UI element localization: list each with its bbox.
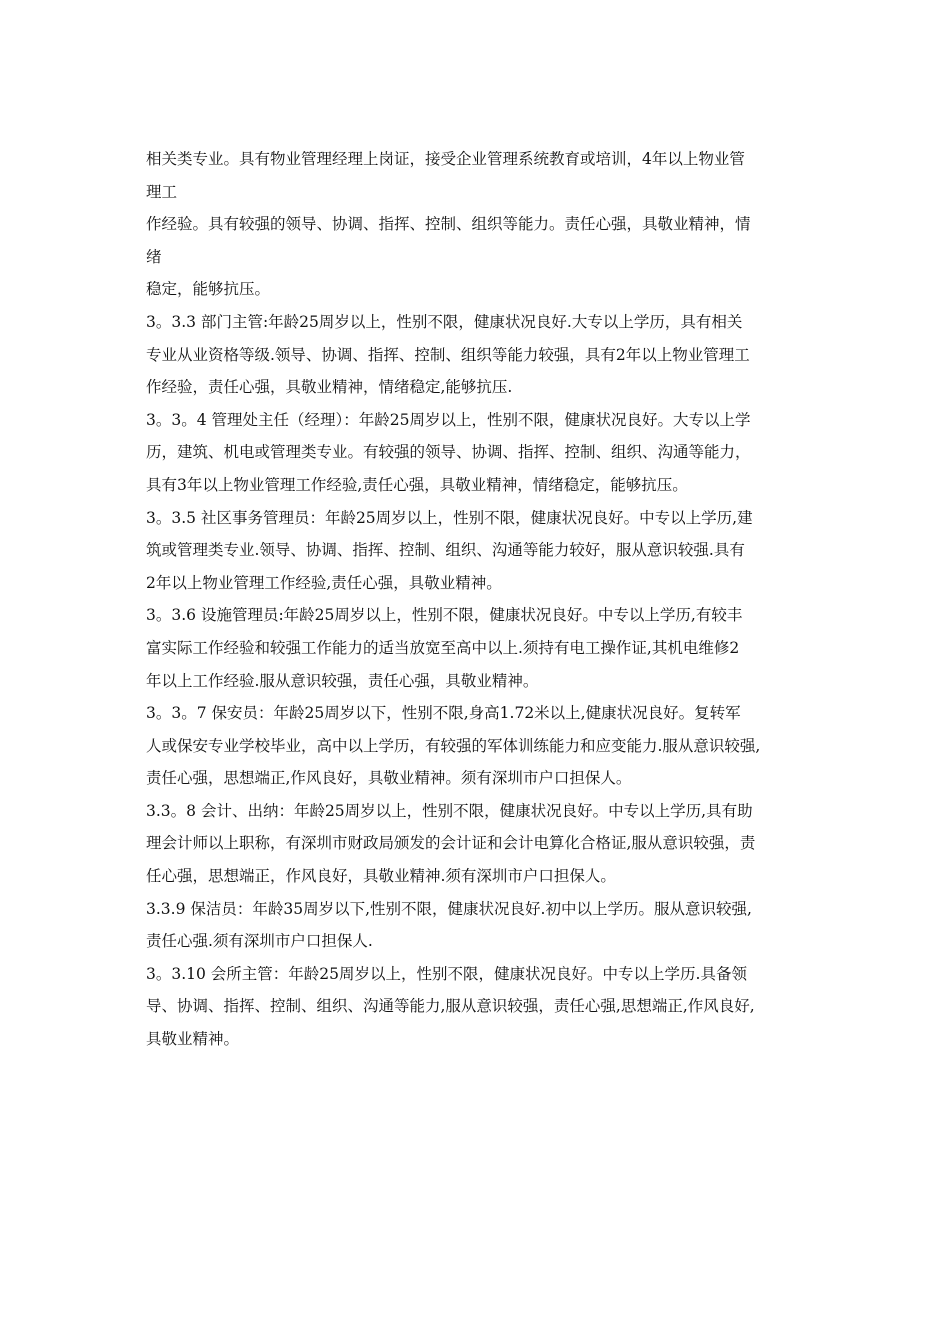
text-line: 作经验，责任心强，具敬业精神，情绪稳定,能够抗压. bbox=[146, 378, 513, 397]
text-line: 理会计师以上职称，有深圳市财政局颁发的会计证和会计电算化合格证,服从意识较强，责 bbox=[146, 834, 756, 853]
text-line: 导、协调、指挥、控制、组织、沟通等能力,服从意识较强，责任心强,思想端正,作风良好, bbox=[146, 997, 755, 1016]
text-line: 专业从业资格等级.领导、协调、指挥、控制、组织等能力较强，具有2年以上物业管理工 bbox=[146, 345, 750, 364]
text-line: 稳定，能够抗压。 bbox=[146, 280, 271, 299]
text-line: 人或保安专业学校毕业，高中以上学历，有较强的军体训练能力和应变能力.服从意识较强, bbox=[146, 736, 761, 755]
text-line: 3。3。7 保安员：年龄25周岁以下，性别不限,身高1.72米以上,健康状况良好。复转军 bbox=[146, 704, 741, 723]
text-line: 3。3.10 会所主管：年龄25周岁以上，性别不限，健康状况良好。中专以上学历.具备领 bbox=[146, 964, 747, 983]
text-line: 3。3.3 部门主管:年龄25周岁以上，性别不限，健康状况良好.大专以上学历，具有相关 bbox=[146, 312, 743, 331]
text-line: 绪 bbox=[146, 247, 162, 266]
text-line: 2年以上物业管理工作经验,责任心强，具敬业精神。 bbox=[146, 573, 502, 592]
text-line: 作经验。具有较强的领导、协调、指挥、控制、组织等能力。责任心强，具敬业精神，情 bbox=[146, 215, 751, 234]
text-line: 筑或管理类专业.领导、协调、指挥、控制、组织、沟通等能力较好，服从意识较强.具有 bbox=[146, 541, 745, 560]
text-line: 具有3年以上物业管理工作经验,责任心强，具敬业精神，情绪稳定，能够抗压。 bbox=[146, 475, 688, 494]
text-line: 理工 bbox=[146, 182, 178, 201]
text-line: 年以上工作经验.服从意识较强，责任心强，具敬业精神。 bbox=[146, 671, 539, 690]
text-line: 富实际工作经验和较强工作能力的适当放宽至高中以上.须持有电工操作证,其机电维修2 bbox=[146, 638, 740, 657]
text-line: 3。3。4 管理处主任（经理）：年龄25周岁以上，性别不限，健康状况良好。大专以上学 bbox=[146, 410, 751, 429]
text-line: 3。3.6 设施管理员:年龄25周岁以上，性别不限，健康状况良好。中专以上学历,有较丰 bbox=[146, 606, 743, 625]
text-line: 3.3.9 保洁员：年龄35周岁以下,性别不限，健康状况良好.初中以上学历。服从意识较强, bbox=[146, 899, 752, 918]
text-line: 任心强，思想端正，作风良好，具敬业精神.须有深圳市户口担保人。 bbox=[146, 867, 616, 886]
text-line: 责任心强，思想端正,作风良好，具敬业精神。须有深圳市户口担保人。 bbox=[146, 769, 632, 788]
text-line: 责任心强.须有深圳市户口担保人. bbox=[146, 932, 373, 951]
document-body bbox=[146, 143, 814, 1056]
text-line: 具敬业精神。 bbox=[146, 1030, 240, 1049]
text-line: 历，建筑、机电或管理类专业。有较强的领导、协调、指挥、控制、组织、沟通等能力， bbox=[146, 443, 751, 462]
text-line: 3.3。8 会计、出纳：年龄25周岁以上，性别不限，健康状况良好。中专以上学历,具有助 bbox=[146, 801, 753, 820]
text-line: 相关类专业。具有物业管理经理上岗证，接受企业管理系统教育或培训，4年以上物业管 bbox=[146, 150, 745, 168]
text-line: 3。3.5 社区事务管理员：年龄25周岁以上，性别不限，健康状况良好。中专以上学历,建 bbox=[146, 508, 753, 527]
